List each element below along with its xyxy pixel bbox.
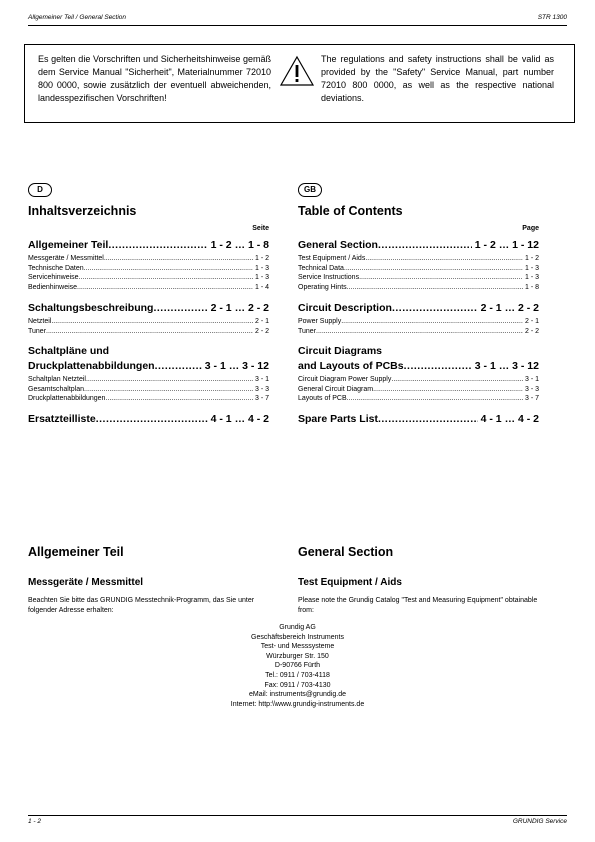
toc-items-general-en [298,254,539,292]
address-line: Geschäftsbereich Instruments [251,633,344,641]
toc-item: Netzteil ..... 2 - 1 [28,317,269,327]
toc-item: Tuner ..... 2 - 2 [298,327,539,337]
toc-title-en: Table of Contents [298,204,403,218]
toc-section-diagrams-line1-de: Schaltpläne und [28,345,110,357]
address-line: Tel.: 0911 / 703-4118 [265,671,330,679]
equipment-title-de: Messgeräte / Messmittel [28,577,144,588]
toc-item: Operating Hints ..... 1 - 8 [298,283,539,293]
header-rule [28,25,567,26]
notice-english: The regulations and safety instructions shall be valid as provided by the "Safety" Service Manual, part number 72010 800 0000, as well as the respective national deviations. [321,54,554,103]
toc-item: Test Equipment / Aids ..... 1 - 2 [298,254,539,264]
address-line: Test- und Messsysteme [260,643,335,651]
toc-item: Circuit Diagram Power Supply ..... 3 - 1 [298,375,539,385]
toc-section-diagrams-en: and Layouts of PCBs ..... 3 - 1 … 3 - 12 [298,360,539,372]
toc-section-general-en: General Section ..... 1 - 2 … 1 - 12 [298,239,539,251]
toc-items-general-de [28,254,269,292]
contact-address [0,623,595,709]
toc-section-circuit-en: Circuit Description ..... 2 - 1 … 2 - 2 [298,302,539,314]
toc-section-parts-de: Ersatzteilliste ..... 4 - 1 … 4 - 2 [28,413,269,425]
equipment-title-en: Test Equipment / Aids [298,577,402,588]
toc-item: Layouts of PCB ..... 3 - 7 [298,394,539,404]
page-column-label-de: Seite [252,225,269,232]
footer-brand: GRUNDIG Service [512,818,567,825]
toc-items-circuit-de [28,317,269,336]
page-column-label-en: Page [522,225,539,232]
toc-items-diagrams-de [28,375,269,404]
toc-section-general-de: Allgemeiner Teil ..... 1 - 2 … 1 - 8 [28,239,269,251]
toc-item: Druckplattenabbildungen ..... 3 - 7 [28,394,269,404]
header-left: Allgemeiner Teil / General Section [28,14,127,21]
toc-section-diagrams-de: Druckplattenabbildungen ..... 3 - 1 … 3 - 12 [28,360,269,372]
toc-item: Schaltplan Netzteil ..... 3 - 1 [28,375,269,385]
toc-section-circuit-de: Schaltungsbeschreibung ..... 2 - 1 … 2 - 2 [28,302,269,314]
toc-section-diagrams-line1-en: Circuit Diagrams [298,345,383,357]
toc-item: General Circuit Diagram ..... 3 - 3 [298,385,539,395]
footer-rule [28,815,567,816]
toc-item: Messgeräte / Messmittel ..... 1 - 2 [28,254,269,264]
address-website[interactable]: Internet: http:\\www.grundig-instruments.de [230,700,365,708]
page-footer [28,818,567,825]
general-title-de: Allgemeiner Teil [28,545,124,559]
address-line: D-90766 Fürth [274,662,321,670]
toc-item: Bedienhinweise ..... 1 - 4 [28,283,269,293]
header-right: STR 1300 [537,14,567,21]
notice-german: Es gelten die Vorschriften und Sicherheitshinweise gemäß dem Service Manual "Sicherheit", Materialnummer 72010 800 0000, sowie zusätzlich der eventuell abweichenden, landesspezifischen Vorschriften! [38,54,271,103]
toc-items-circuit-en [298,317,539,336]
general-title-en: General Section [298,545,394,559]
toc-item: Technische Daten ..... 1 - 3 [28,264,269,274]
address-line: Würzburger Str. 150 [266,652,329,660]
equipment-text-en: Please note the Grundig Catalog "Test and Measuring Equipment" obtainable from: [298,597,538,614]
equipment-text-de: Beachten Sie bitte das GRUNDIG Messtechnik-Programm, das Sie unter folgender Adresse erhalten: [28,597,255,614]
address-line: Grundig AG [279,624,316,631]
toc-item: Gesamtschaltplan ..... 3 - 3 [28,385,269,395]
toc-item: Servicehinweise ..... 1 - 3 [28,273,269,283]
language-badge-gb: GB [298,183,322,197]
toc-item: Tuner ..... 2 - 2 [28,327,269,337]
footer-page-number: 1 - 2 [28,818,42,825]
warning-triangle-icon [279,55,315,87]
toc-section-parts-en: Spare Parts List ..... 4 - 1 … 4 - 2 [298,413,539,425]
safety-notice-box [24,44,575,123]
toc-item: Technical Data ..... 1 - 3 [298,264,539,274]
toc-items-diagrams-en [298,375,539,404]
address-line: Fax: 0911 / 703-4130 [264,681,331,689]
language-badge-de: D [28,183,52,197]
address-email[interactable]: eMail: instruments@grundig.de [249,691,346,699]
toc-title-de: Inhaltsverzeichnis [28,204,137,218]
toc-item: Power Supply ..... 2 - 1 [298,317,539,327]
page-header [28,14,567,21]
toc-item: Service Instructions ..... 1 - 3 [298,273,539,283]
